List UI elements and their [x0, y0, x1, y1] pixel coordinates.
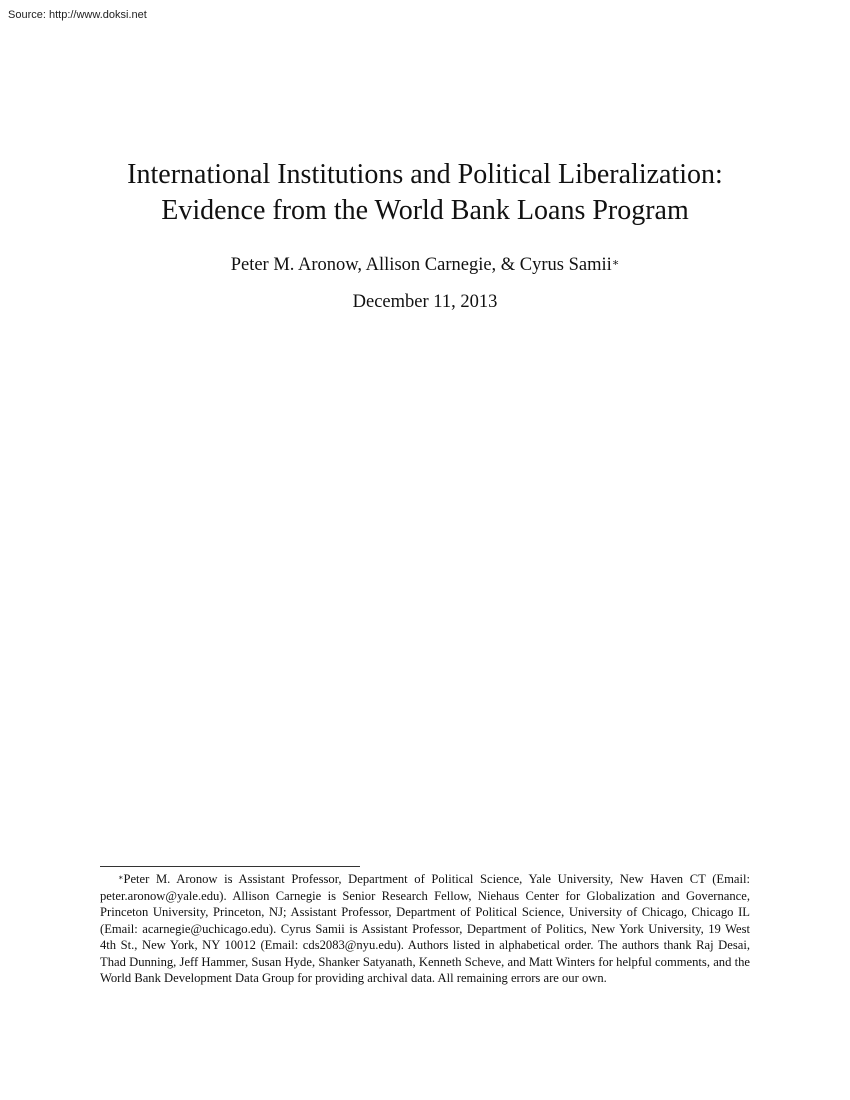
source-watermark: Source: http://www.doksi.net: [8, 9, 147, 21]
author-footnote-marker: ∗: [611, 257, 620, 269]
paper-date: December 11, 2013: [352, 292, 498, 312]
footnote-marker: ∗: [118, 873, 124, 882]
author-footnote: [100, 871, 750, 987]
author-names: Peter M. Aronow, Allison Carnegie, & Cyrus Samii: [230, 255, 612, 275]
title-line-2: Evidence from the World Bank Loans Program: [161, 195, 689, 226]
title-line-1: International Institutions and Political Liberalization:: [127, 159, 723, 190]
footnote-divider: [100, 866, 360, 867]
paper-title: [0, 157, 850, 229]
author-list: [0, 253, 850, 277]
footnote-text: Peter M. Aronow is Assistant Professor, Department of Political Science, Yale University, New Haven CT (Email: peter.aronow@yale.edu). Allison Carnegie is Senior Research Fellow, Niehaus Center for Globalization and Governance, Princeton University, Princeton, NJ; Assistant Professor, Department of Political Science, University of Chicago, Chicago IL (Email: acarnegie@uchicago.edu). Cyrus Samii is Assistant Professor, Department of Politics, New York University, 19 West 4th St., New York, NY 10012 (Email: cds2083@nyu.edu). Authors listed in alphabetical order. The authors thank Raj Desai, Thad Dunning, Jeff Hammer, Susan Hyde, Shanker Satyanath, Kenneth Scheve, and Matt Winters for helpful comments, and the World Bank Development Data Group for providing archival data. All remaining errors are our own.: [100, 872, 750, 985]
